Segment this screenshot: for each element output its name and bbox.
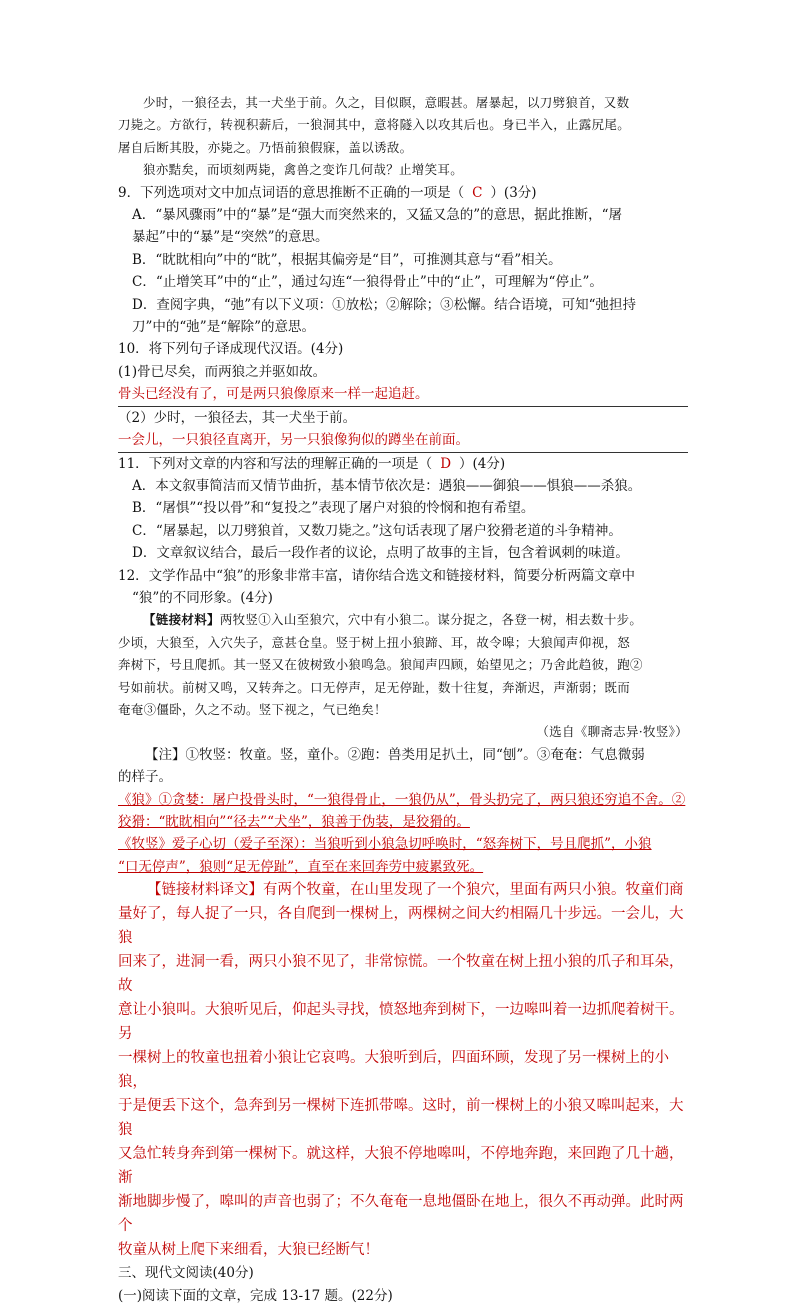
passage-line: 狼亦黠矣，而顷刻两毙，禽兽之变诈几何哉？止增笑耳。 <box>143 162 464 178</box>
note-line: 【注】①牧竖：牧童。竖，童仆。②跑：兽类用足扒土，同“刨”。③奄奄：气息微弱 <box>145 746 645 763</box>
translation-line: 意让小狼叫。大狼听见后，仰起头寻找，愤怒地奔到树下，一边嗥叫着一边抓爬着树干。另 <box>118 1002 684 1043</box>
passage-line: 刀毙之。方欲行，转视积薪后，一狼洞其中，意将隧入以攻其后也。身已半入，止露尻尾。 <box>118 117 631 133</box>
passage-line: 少时，一狼径去，其一犬坐于前。久之，目似瞑，意暇甚。屠暴起，以刀劈狼首，又数 <box>143 95 630 110</box>
note-line: 的样子。 <box>118 769 172 786</box>
sentence-2: （2）少时，一狼径去，其一犬坐于前。 <box>118 409 357 426</box>
document-page <box>118 92 688 1307</box>
link-material-line: 奄奄③僵卧，久之不动。竖下视之，气已绝矣！ <box>118 701 387 717</box>
stem-text: ）(3分) <box>490 184 537 201</box>
translation-line: 回来了，进洞一看，两只小狼不见了，非常惊慌。一个牧童在树上扭小狼的爪子和耳朵，故 <box>118 954 684 995</box>
source-citation: （选自《聊斋志异·牧竖》） <box>536 724 688 740</box>
answer-line: 《牧竖》爱子心切（爱子至深）：当狼听到小狼急切呼唤时，“怒奔树下，号且爬抓”，小狼 <box>118 836 652 853</box>
link-material-line <box>118 609 688 631</box>
option-c: C．“止增笑耳”中的“止”，通过勾连“一狼得骨止”中的“止”，可理解为“停止”。 <box>132 274 603 291</box>
sentence-1: (1)骨已尽矣，而两狼之并驱如故。 <box>118 363 327 380</box>
link-material-line: 少顷，大狼至，入穴失子，意甚仓皇。竖于树上扭小狼蹄、耳，故令嗥；大狼闻声仰视，怒 <box>118 634 631 650</box>
stem-text: 9．下列选项对文中加点词语的意思推断不正确的一项是（ <box>118 184 465 201</box>
stem-text: ）(4分) <box>459 455 506 472</box>
stem-text: 11．下列对文章的内容和写法的理解正确的一项是（ <box>118 455 433 472</box>
answer-1: 骨头已经没有了，可是两只狼像原来一样一起追赶。 <box>118 383 688 406</box>
answer-line: 狡猾：“眈眈相向”“径去”“犬坐”，狼善于伪装，是狡猾的。 <box>118 814 470 830</box>
answer-letter: D <box>440 455 452 472</box>
option-d: D．查阅字典，“弛”有以下义项：①放松；②解除；③松懈。结合语境，可知“弛担持 <box>132 296 637 313</box>
translation-text: 有两个牧童，在山里发现了一个狼穴，里面有两只小狼。牧童们商 <box>263 882 684 899</box>
translation-label: 【链接材料译文】 <box>147 882 263 899</box>
option-a-cont: 暴起”中的“暴”是“突然”的意思。 <box>132 229 329 246</box>
question-9-stem <box>118 182 688 204</box>
translation-line: 牧童从树上爬下来细看，大狼已经断气！ <box>118 1242 379 1259</box>
answer-line: “口无停声”，狼则“足无停趾”，直至在来回奔劳中疲累致死。 <box>118 858 484 875</box>
translation-line: 一棵树上的牧童也扭着小狼让它哀鸣。大狼听到后，四面环顾，发现了另一棵树上的小狼， <box>118 1050 669 1091</box>
option-b: B．“眈眈相向”中的“眈”，根据其偏旁是“目”，可推测其意与“看”相关。 <box>132 251 562 268</box>
answer-2: 一会儿，一只狼径直离开，另一只狼像狗似的蹲坐在前面。 <box>118 429 688 452</box>
passage-line: 屠自后断其股，亦毙之。乃悟前狼假寐，盖以诱敌。 <box>118 139 413 155</box>
link-material-line: 奔树下，号且爬抓。其一竖又在彼树致小狼鸣急。狼闻声四顾，始望见之；乃舍此趋彼，跑② <box>118 657 643 673</box>
option-d: D．文章叙议结合，最后一段作者的议论，点明了故事的主旨，包含着讽刺的味道。 <box>132 545 629 562</box>
translation-line: 于是便丢下这个，急奔到另一棵树下连抓带嗥。这时，前一棵树上的小狼又嗥叫起来，大狼 <box>118 1098 684 1139</box>
question-10-stem: 10．将下列句子译成现代汉语。(4分) <box>118 341 344 358</box>
link-material-line: 号如前状。前树又鸣，又转奔之。口无停声，足无停趾，数十往复，奔渐迟，声渐弱；既而 <box>118 679 631 695</box>
translation-line: 渐地脚步慢了，嗥叫的声音也弱了；不久奄奄一息地僵卧在地上，很久不再动弹。此时两个 <box>118 1194 684 1235</box>
option-d-cont: 刀”中的“弛”是“解除”的意思。 <box>132 319 316 336</box>
option-c: C．“屠暴起，以刀劈狼首，又数刀毙之。”这句话表现了屠户狡猾老道的斗争精神。 <box>132 522 622 539</box>
question-12-stem-cont: “狼”的不同形象。(4分) <box>132 589 273 606</box>
answer-line: 《狼》①贪婪：屠户投骨头时，“一狼得骨止，一狼仍从”，骨头扔完了，两只狼还穷追不舍。② <box>118 791 686 808</box>
question-11-stem <box>118 453 688 475</box>
translation-line: 又急忙转身奔到第一棵树下。就这样，大狼不停地嗥叫，不停地奔跑，来回跑了几十趟，渐 <box>118 1146 684 1187</box>
answer-letter: C <box>472 184 483 201</box>
link-text: 两牧竖①入山至狼穴，穴中有小狼二。谋分捉之，各登一树，相去数十步。 <box>219 612 643 628</box>
option-a: A．本文叙事简洁而又情节曲折，基本情节依次是：遇狼——御狼——惧狼——杀狼。 <box>132 477 642 494</box>
section-subtitle: (一)阅读下面的文章，完成 13-17 题。(22分) <box>118 1287 393 1304</box>
translation-line <box>118 878 688 902</box>
option-a: A．“暴风骤雨”中的“暴”是“强大而突然来的，又猛又急的”的意思，据此推断，“屠 <box>132 207 623 224</box>
option-b: B．“屠惧”“投以骨”和“复投之”表现了屠户对狼的怜悯和抱有希望。 <box>132 500 535 517</box>
section-title: 三、现代文阅读(40分) <box>118 1265 254 1282</box>
translation-line: 量好了，每人捉了一只，各自爬到一棵树上，两棵树之间大约相隔几十步远。一会儿，大狼 <box>118 906 684 947</box>
link-label: 【链接材料】 <box>143 612 220 628</box>
question-12-stem: 12．文学作品中“狼”的形象非常丰富，请你结合选文和链接材料，简要分析两篇文章中 <box>118 567 635 584</box>
